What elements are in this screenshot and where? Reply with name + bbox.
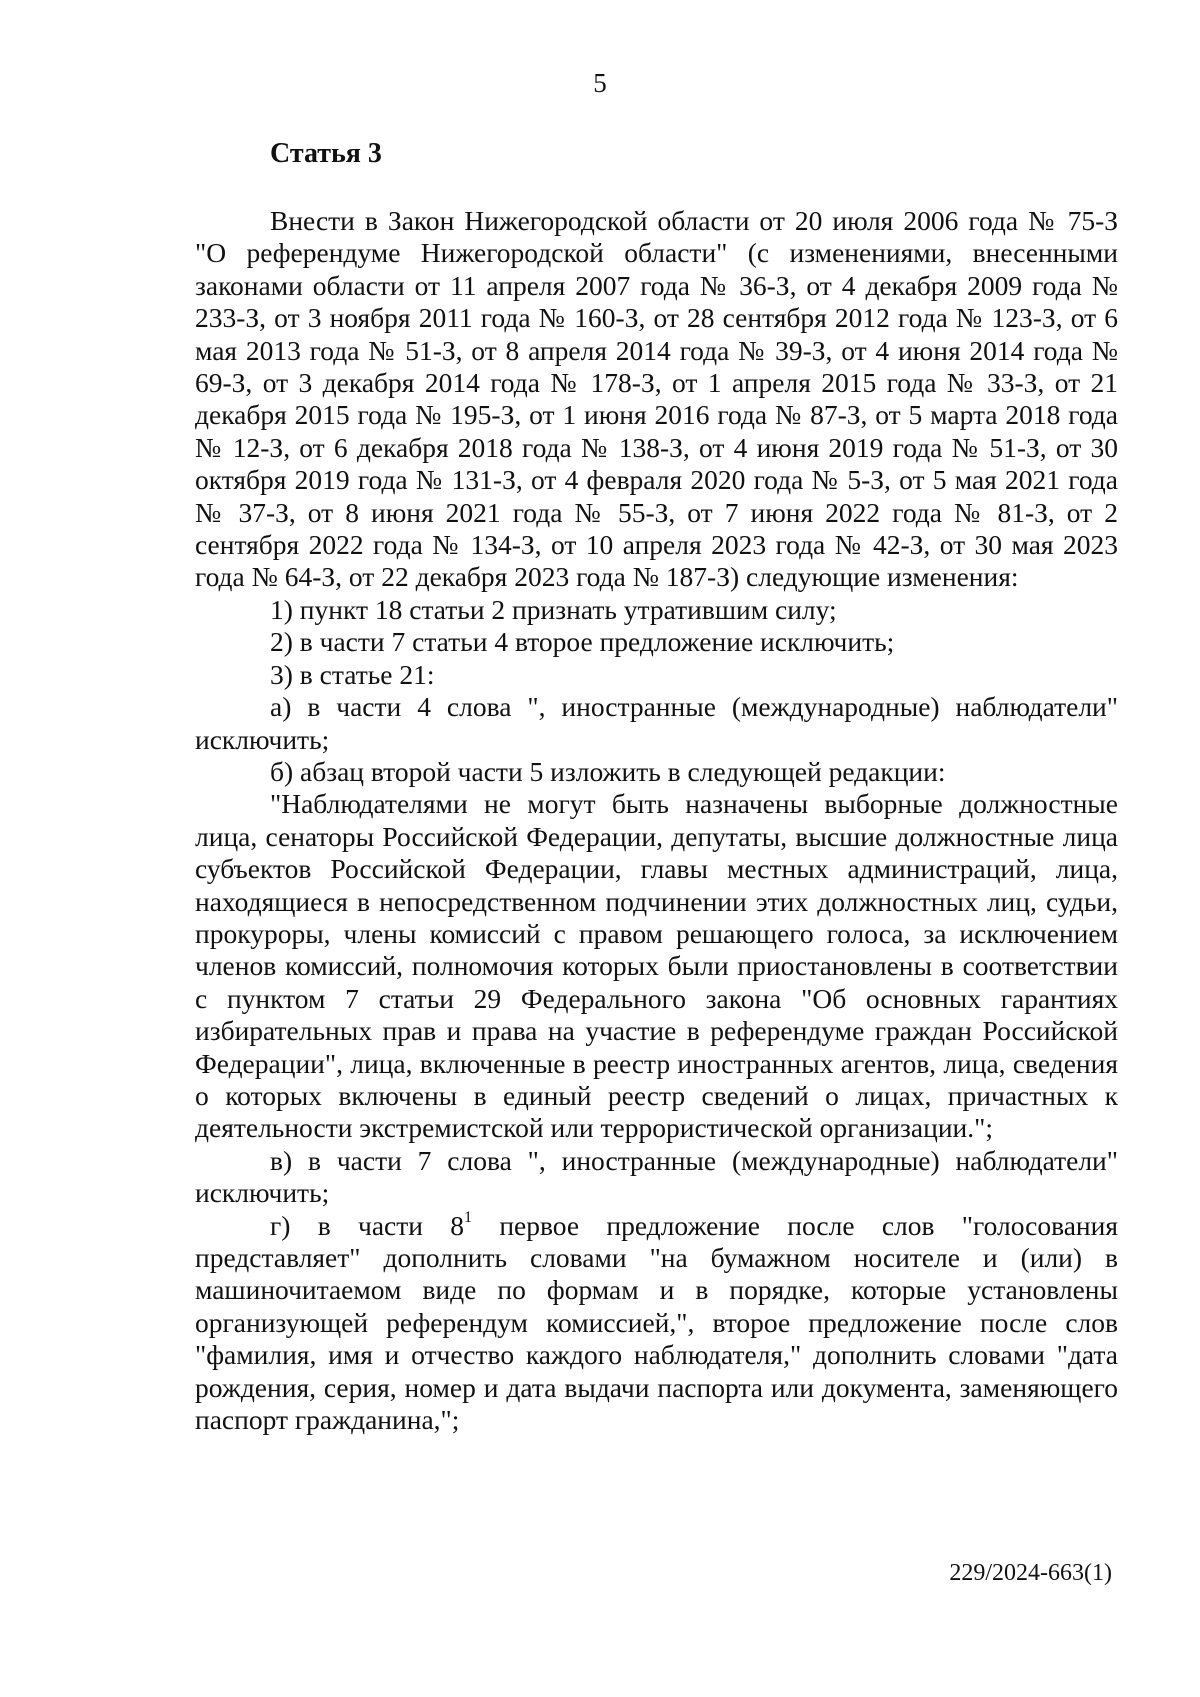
superscript-index: 1 (464, 1209, 473, 1227)
list-item-3g-text: первое предложение после слов "голосования представляет" дополнить словами "на бумажном носителе и (или) в машиночитаемом виде по формам и в порядке, которые установлены организующей референдум комиссией,", второе предложение после слов "фамилия, имя и отчество каждого наблюдателя," дополнить словами "дата рождения, серия, номер и дата выдачи паспорта или документа, заменяющего паспорт гражданина,"; (195, 1209, 1119, 1436)
list-item-3b: б) абзац второй части 5 изложить в следующей редакции: (270, 755, 946, 787)
list-item-3v: в) в части 7 слова ", иностранные (международные) наблюдатели" исключить; (195, 1144, 1118, 1209)
article-body (195, 205, 1118, 1436)
list-item-1: 1) пункт 18 статьи 2 признать утратившим силу; (270, 593, 837, 625)
list-item-3g (195, 1210, 1118, 1437)
article-title: Статья 3 (270, 138, 382, 169)
page-number: 5 (593, 68, 607, 98)
document-code: 229/2024-663(1) (949, 1560, 1112, 1586)
list-item-3: 3) в статье 21: (270, 658, 435, 690)
list-item-3g-prefix: г) в части 8 (270, 1209, 465, 1241)
quoted-paragraph: "Наблюдателями не могут быть назначены выборные должностные лица, сенаторы Российской Федерации, депутаты, высшие должностные лица субъектов Российской Федерации, главы местных администраций, лица, находящиеся в непосредственном подчинении этих должностных лиц, судьи, прокуроры, члены комиссий с правом решающего голоса, за исключением членов комиссий, полномочия которых были приостановлены в соответствии с пунктом 7 статьи 29 Федерального закона "Об основных гарантиях избирательных прав и права на участие в референдуме граждан Российской Федерации", лица, включенные в реестр иностранных агентов, лица, сведения о которых включены в единый реестр сведений о лицах, причастных к деятельности экстремистской или террористической организации."; (195, 788, 1118, 1144)
list-item-3a: а) в части 4 слова ", иностранные (международные) наблюдатели" исключить; (195, 691, 1118, 755)
list-item-2: 2) в части 7 статьи 4 второе предложение исключить; (270, 626, 895, 658)
intro-paragraph: Внести в Закон Нижегородской области от 20 июля 2006 года № 75-З "О референдуме Нижегородской области" (с изменениями, внесенными законами области от 11 апреля 2007 года № 36-З, от 4 декабря 2009 года № 233-З, от 3 ноября 2011 года № 160-З, от 28 сентября 2012 года № 123-З, от 6 мая 2013 года № 51-З, от 8 апреля 2014 года № 39-З, от 4 июня 2014 года № 69-З, от 3 декабря 2014 года № 178-З, от 1 апреля 2015 года № 33-З, от 21 декабря 2015 года № 195-З, от 1 июня 2016 года № 87-З, от 5 марта 2018 года № 12-З, от 6 декабря 2018 года № 138-З, от 4 июня 2019 года № 51-З, от 30 октября 2019 года № 131-З, от 4 февраля 2020 года № 5-З, от 5 мая 2021 года № 37-З, от 8 июня 2021 года № 55-З, от 7 июня 2022 года № 81-З, от 2 сентября 2022 года № 134-З, от 10 апреля 2023 года № 42-З, от 30 мая 2023 года № 64-З, от 22 декабря 2023 года № 187-З) следующие изменения: (195, 205, 1118, 593)
